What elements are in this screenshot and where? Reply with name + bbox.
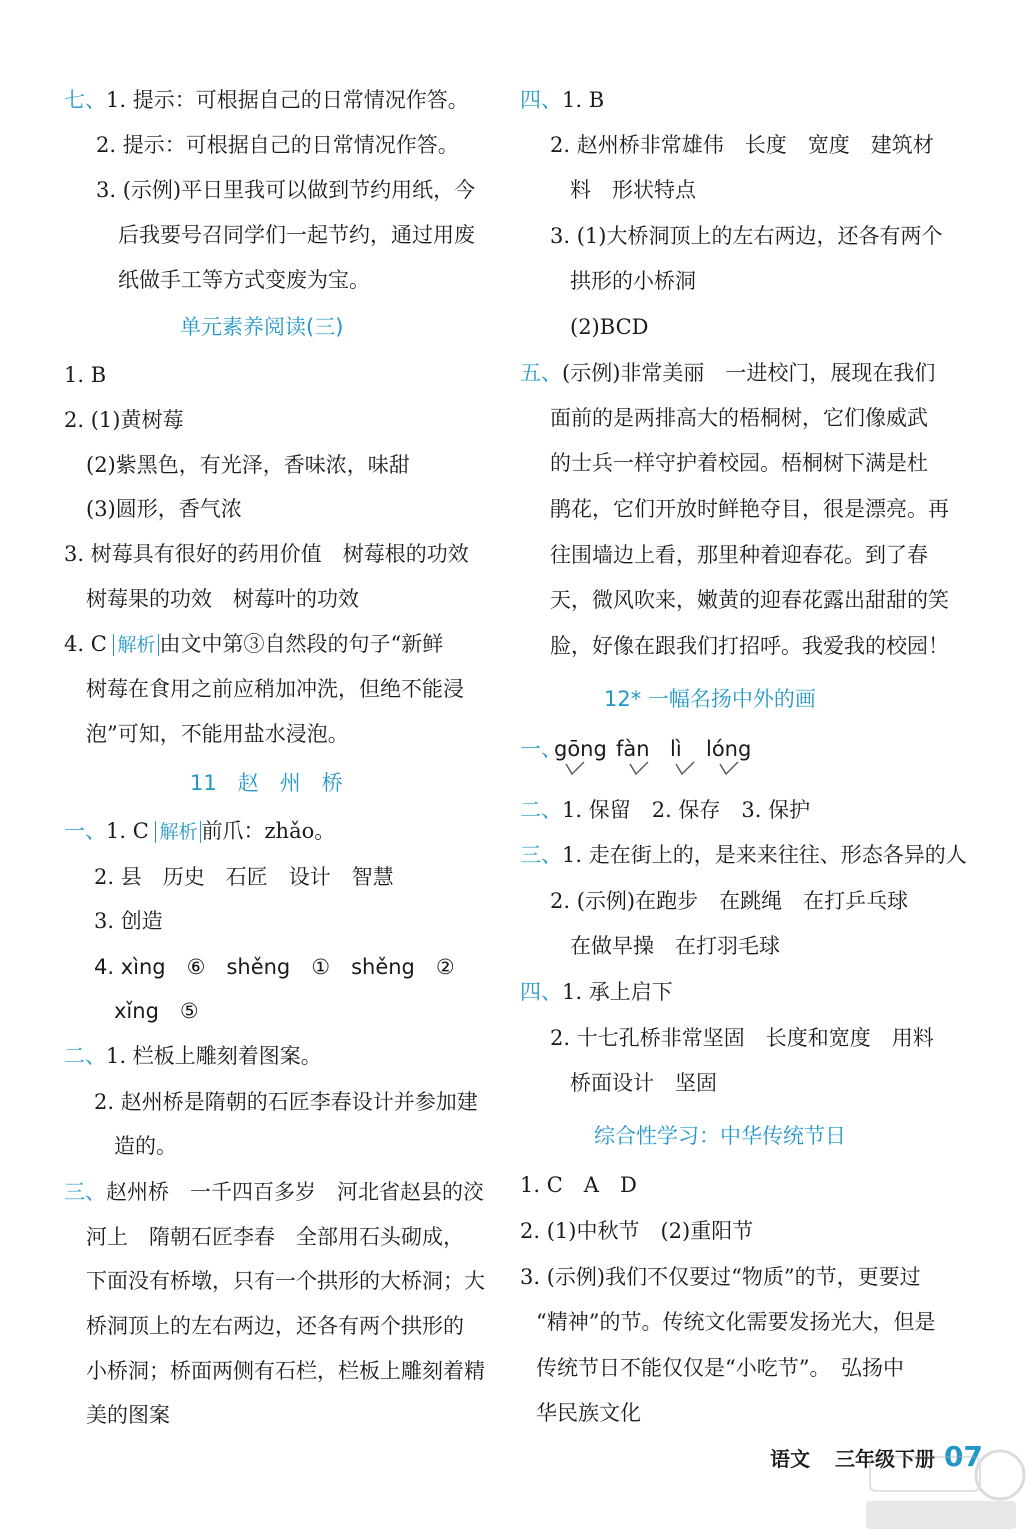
answer-line: 三、1. 走在街上的，是来来往往、形态各异的人: [520, 843, 967, 867]
section-heading: 综合性学习：中华传统节日: [594, 1124, 846, 1148]
answer-line: 2. (1)中秋节 (2)重阳节: [520, 1219, 754, 1243]
answer-line: xǐng ⑤: [114, 999, 199, 1023]
answer-line: (2)BCD: [570, 315, 649, 339]
answer-line: 后我要号召同学们一起节约，通过用废: [118, 223, 475, 247]
section-marker: 四、: [520, 980, 562, 1004]
section-marker: 二、: [520, 798, 562, 822]
answer-line: 在做早操 在打羽毛球: [570, 934, 780, 958]
answer-line: 2. 赵州桥是隋朝的石匠李春设计并参加建: [94, 1090, 478, 1114]
answer-line: 2. (1)黄树莓: [64, 408, 184, 432]
answer-line: 鹃花，它们开放时鲜艳夺目，很是漂亮。再: [550, 497, 949, 521]
section-marker: 一、: [64, 819, 106, 843]
answer-line: 4. C 解析 由文中第③自然段的句子“新鲜: [64, 632, 444, 656]
answer-line: 下面没有桥墩，只有一个拱形的大桥洞；大: [86, 1269, 485, 1293]
watermark-logo: [860, 1445, 1030, 1535]
answer-line: 河上 隋朝石匠李春 全部用石头砌成，: [86, 1225, 464, 1249]
section-marker: 五、: [520, 361, 562, 385]
pinyin-line: 一、 gōng fàn lì lóng: [520, 737, 752, 761]
answer-line: 1. C A D: [520, 1173, 637, 1197]
answer-line: (2)紫黑色，有光泽，香味浓，味甜: [86, 453, 410, 477]
section-marker: 四、: [520, 88, 562, 112]
answer-line: 3. (示例)平日里我可以做到节约用纸，今: [96, 178, 476, 202]
answer-line: 2. 县 历史 石匠 设计 智慧: [94, 865, 394, 889]
section-marker: 一、: [520, 737, 562, 761]
answer-line: 小桥洞；桥面两侧有石栏，栏板上雕刻着精: [86, 1359, 485, 1383]
page-number: 07: [943, 1440, 983, 1473]
answer-line: 传统节日不能仅仅是“小吃节”。 弘扬中: [536, 1356, 904, 1380]
answer-line: 2. (示例)在跑步 在跳绳 在打乒乓球: [550, 889, 909, 913]
answer-line: 二、1. 栏板上雕刻着图案。: [64, 1044, 322, 1068]
section-marker: 三、: [64, 1180, 106, 1204]
answer-line: 树莓在食用之前应稍加冲洗，但绝不能浸: [86, 677, 464, 701]
answer-line: 天，微风吹来，嫩黄的迎春花露出甜甜的笑: [550, 588, 949, 612]
section-marker: 二、: [64, 1044, 106, 1068]
section-heading: 单元素养阅读(三): [180, 315, 344, 339]
answer-line: 2. 赵州桥非常雄伟 长度 宽度 建筑材: [550, 133, 934, 157]
answer-line: 桥洞顶上的左右两边，还各有两个拱形的: [86, 1314, 464, 1338]
answer-line: 二、1. 保留 2. 保存 3. 保护: [520, 798, 811, 822]
answer-line: 4. xìng ⑥ shěng ① shěng ②: [94, 955, 455, 979]
answer-line: 造的。: [114, 1134, 177, 1158]
answer-line: 泡”可知，不能用盐水浸泡。: [86, 722, 349, 746]
answer-line: 2. 提示：可根据自己的日常情况作答。: [96, 133, 459, 157]
analysis-tag: 解析: [155, 821, 201, 843]
footer-grade: 三年级下册: [834, 1447, 935, 1471]
answer-line: 一、1. C 解析 前爪：zhǎo。: [64, 819, 336, 843]
answer-line: 树莓果的功效 树莓叶的功效: [86, 587, 359, 611]
answer-line: 料 形状特点: [570, 178, 696, 202]
answer-line: (3)圆形，香气浓: [86, 497, 242, 521]
answer-line: 3. (示例)我们不仅要过“物质”的节，更要过: [520, 1265, 921, 1289]
answer-line: 桥面设计 坚固: [570, 1071, 717, 1095]
answer-line: 四、1. 承上启下: [520, 980, 673, 1004]
section-marker: 三、: [520, 843, 562, 867]
section-heading: 11 赵 州 桥: [190, 771, 343, 795]
section-heading: 12* 一幅名扬中外的画: [604, 687, 816, 711]
answer-line: “精神”的节。传统文化需要发扬光大，但是: [536, 1310, 936, 1334]
answer-line: 1. B: [64, 363, 107, 387]
answer-line: 五、(示例)非常美丽 一进校门，展现在我们: [520, 361, 936, 385]
tone-marks: [554, 760, 754, 780]
answer-line: 面前的是两排高大的梧桐树，它们像威武: [550, 406, 928, 430]
answer-line: 往围墙边上看，那里种着迎春花。到了春: [550, 543, 928, 567]
answer-line: 拱形的小桥洞: [570, 269, 696, 293]
answer-line: 2. 十七孔桥非常坚固 长度和宽度 用料: [550, 1026, 934, 1050]
answer-line: 纸做手工等方式变废为宝。: [118, 268, 370, 292]
footer-subject: 语文: [770, 1447, 810, 1471]
answer-line: 3. 创造: [94, 909, 163, 933]
section-marker: 七、: [64, 88, 106, 112]
answer-line: 的士兵一样守护着校园。梧桐树下满是杜: [550, 451, 928, 475]
answer-line: 四、1. B: [520, 88, 605, 112]
answer-line: 三、赵州桥 一千四百多岁 河北省赵县的洨: [64, 1180, 484, 1204]
answer-line: 3. 树莓具有很好的药用价值 树莓根的功效: [64, 542, 469, 566]
analysis-tag: 解析: [113, 634, 159, 656]
answer-line: 华民族文化: [536, 1401, 641, 1425]
answer-line: 七、1. 提示：可根据自己的日常情况作答。: [64, 88, 469, 112]
answer-line: 脸，好像在跟我们打招呼。我爱我的校园！: [550, 634, 949, 658]
answer-line: 3. (1)大桥洞顶上的左右两边，还各有两个: [550, 224, 943, 248]
answer-line: 美的图案: [86, 1403, 170, 1427]
